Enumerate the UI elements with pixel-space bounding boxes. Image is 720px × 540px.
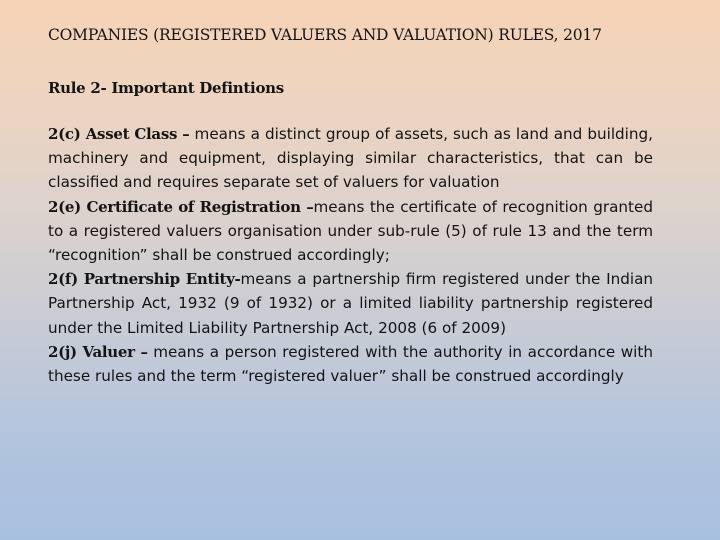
definition-asset-class <box>48 122 653 195</box>
definition-text: means a person registered with the authority in accordance with these rules and the term “registered valuer” shall be construed accordingly <box>48 342 653 386</box>
definitions-list <box>48 122 653 388</box>
definition-valuer <box>48 340 653 388</box>
slide-title: COMPANIES (REGISTERED VALUERS AND VALUATION) RULES, 2017 <box>48 26 602 44</box>
definition-partnership-entity <box>48 267 653 340</box>
definition-certificate-of-registration <box>48 195 653 268</box>
definition-term: 2(f) Partnership Entity- <box>48 270 241 289</box>
definition-text: means a distinct group of assets, such as land and building, machinery and equipment, displaying similar characteristics, that can be classified and requires separate set of valuers for valuation <box>48 125 653 192</box>
definition-term: 2(e) Certificate of Registration – <box>48 197 314 216</box>
slide <box>48 0 688 540</box>
definition-term: 2(j) Valuer – <box>48 342 148 361</box>
definition-text: means the certificate of recognition granted to a registered valuers organisation under sub-rule (5) of rule 13 and the term “recognition” shall be construed accordingly; <box>48 197 653 265</box>
slide-subtitle: Rule 2- Important Defintions <box>48 79 284 97</box>
definition-term: 2(c) Asset Class – <box>48 125 190 143</box>
definition-text: means a partnership firm registered under the Indian Partnership Act, 1932 (9 of 1932) or a limited liability partnership registered under the Limited Liability Partnership Act, 2008 (6 of 2009) <box>48 270 654 337</box>
